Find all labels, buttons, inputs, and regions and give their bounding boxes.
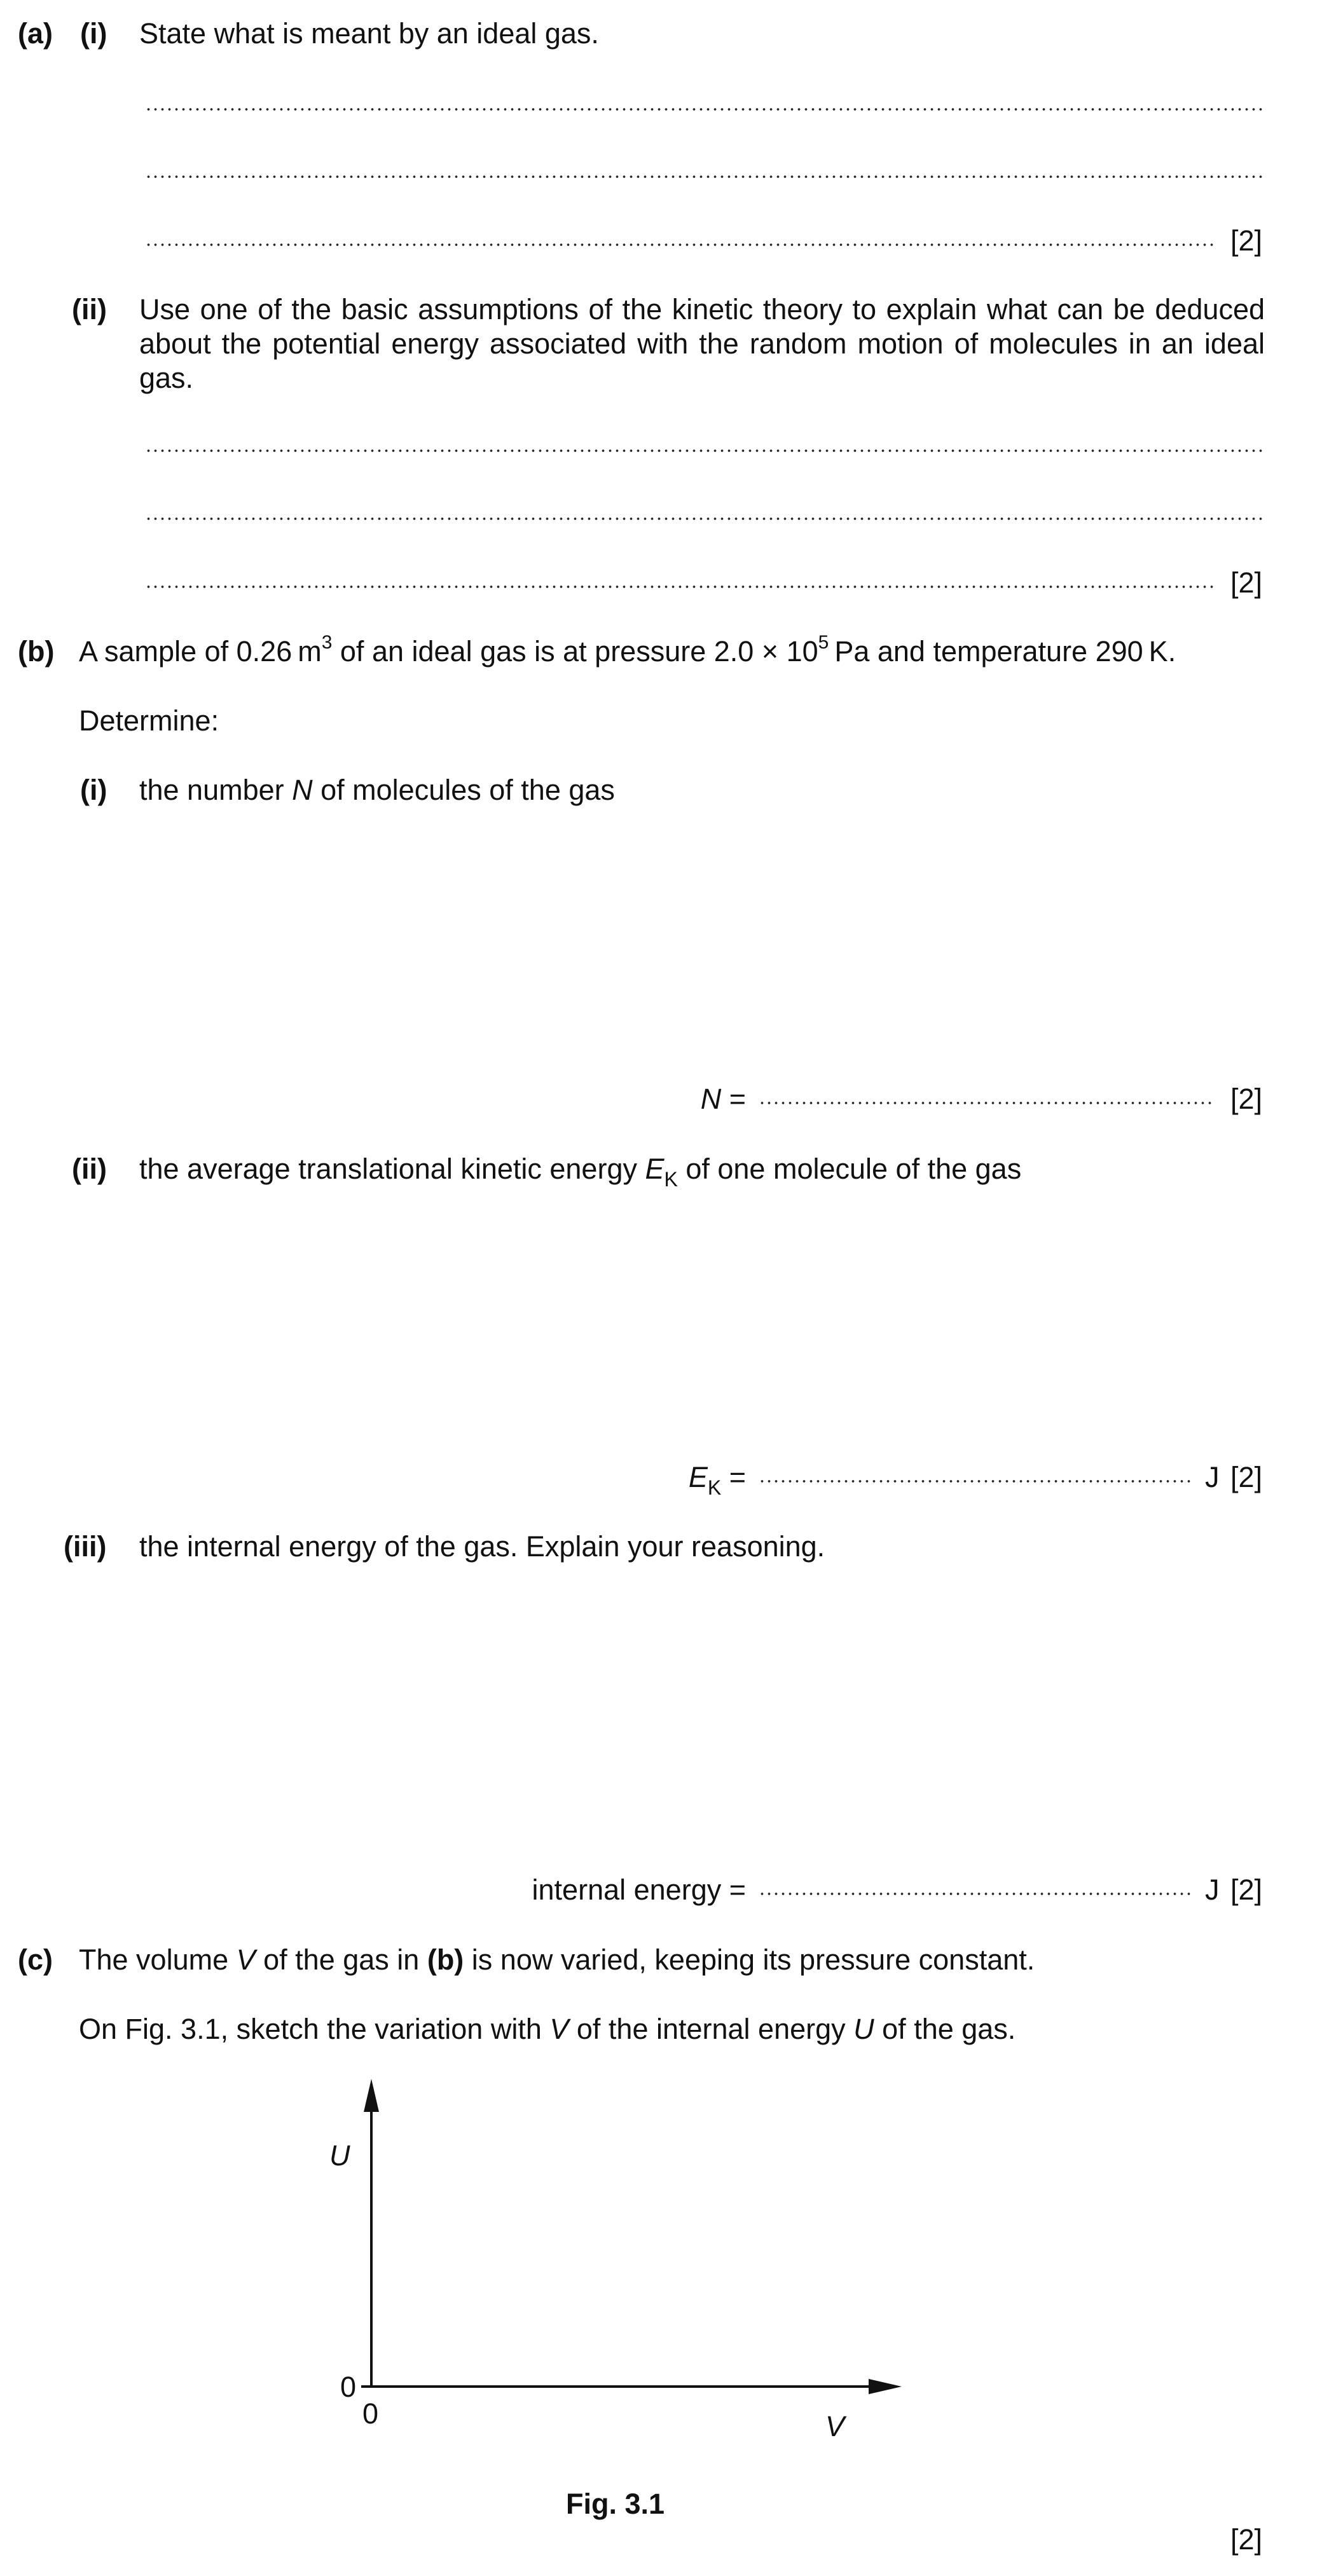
part-b-iii-question: the internal energy of the gas. Explain your reasoning. (139, 1530, 825, 1563)
marks-label: [2] (1230, 224, 1263, 257)
marks-label: [2] (1230, 1461, 1263, 1493)
part-a-ii-question: Use one of the basic assumptions of the kinetic theory to explain what can be deduced about the potential energy associated with the random motion of molecules in an ideal gas. (139, 293, 1265, 394)
unit-label: J (1205, 1874, 1220, 1906)
part-c-label: (c) (18, 1943, 53, 1976)
part-a-ii-label: (ii) (72, 293, 107, 325)
marks-label: [2] (1230, 1874, 1263, 1906)
part-c-text: The volume V of the gas in (b) is now varied, keeping its pressure constant. (79, 1943, 1035, 1976)
unit-label: J (1205, 1461, 1220, 1493)
marks-label: [2] (1230, 2523, 1263, 2556)
part-b-label: (b) (18, 635, 55, 668)
part-b-intro: A sample of 0.26 $m^3$ of an ideal gas is at pressure $2.0 \times 10^5$ Pa and temperature 290 K. (79, 632, 1176, 668)
part-b-i-label: (i) (80, 774, 107, 806)
part-b-iii-label: (iii) (64, 1530, 107, 1563)
part-b-ii-label: (ii) (72, 1153, 107, 1185)
part-c-instruction: On Fig. 3.1, sketch the variation with V of the internal energy U of the gas. (79, 2013, 1016, 2045)
y-axis-label: U (329, 2139, 350, 2172)
y-origin-label: 0 (340, 2371, 357, 2403)
answer-label-ek: $E_K$ = (688, 1461, 746, 1499)
part-a-i-question: State what is meant by an ideal gas. (139, 17, 599, 50)
part-a-label: (a) (18, 17, 53, 50)
figure-caption: Fig. 3.1 (566, 2488, 665, 2520)
answer-label-n: N = (700, 1083, 746, 1115)
x-axis-arrow-icon (869, 2379, 902, 2394)
y-axis-arrow-icon (364, 2079, 379, 2112)
x-axis-label: V (825, 2410, 845, 2442)
marks-label: [2] (1230, 1083, 1263, 1115)
x-origin-label: 0 (362, 2397, 379, 2430)
marks-label: [2] (1230, 566, 1263, 599)
part-b-i-question: the number N of molecules of the gas (139, 774, 615, 806)
part-a-i-label: (i) (80, 17, 107, 50)
part-b-ii-question: the average translational kinetic energy $E_K$ of one molecule of the gas (139, 1153, 1022, 1191)
determine-label: Determine: (79, 704, 219, 737)
answer-label-internal-energy: internal energy = (532, 1874, 746, 1906)
